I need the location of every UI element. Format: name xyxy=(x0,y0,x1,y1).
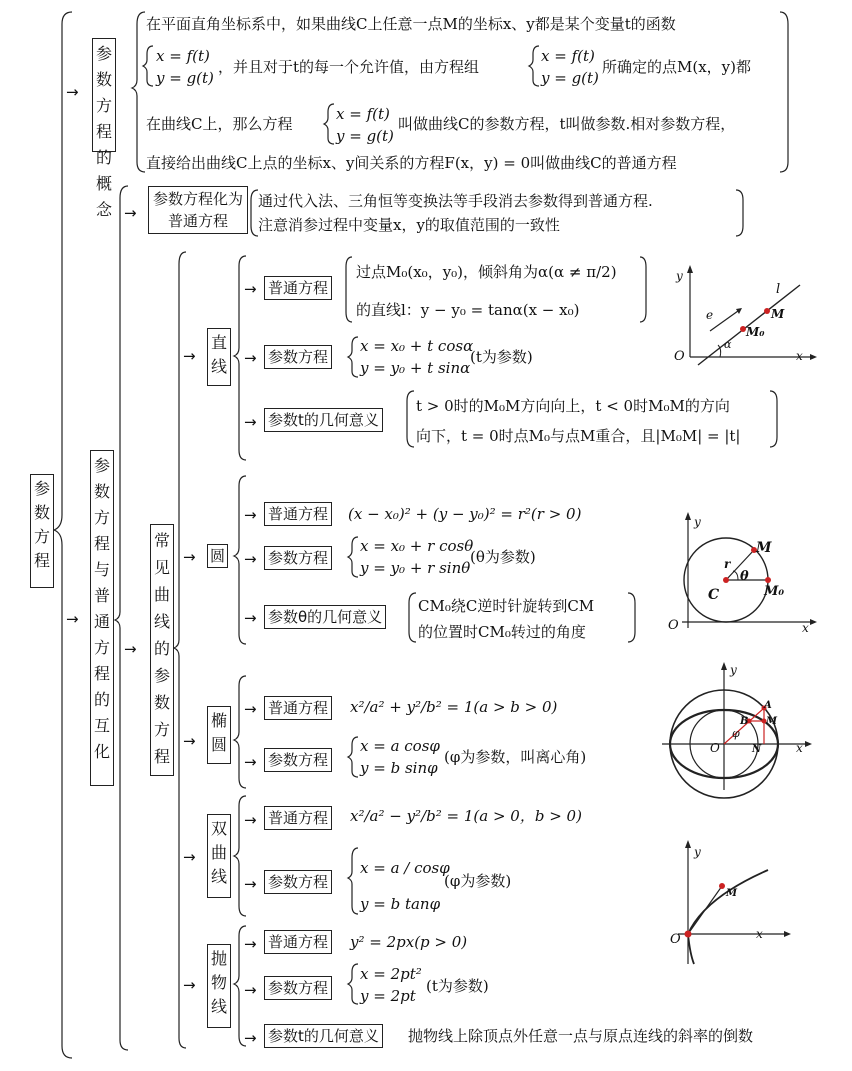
ellipse-param-b: y = b sinφ xyxy=(360,759,438,777)
line-param-note: (t为参数) xyxy=(470,348,533,366)
arrow-hyperbola-param: → xyxy=(244,875,257,893)
arrow-parabola-param: → xyxy=(244,981,257,999)
parabola-normal-eq: y² = 2px(p > 0) xyxy=(350,933,468,951)
arrow-parabola-normal: → xyxy=(244,935,257,953)
arrow-ellipse-param: → xyxy=(244,753,257,771)
concept-sys2-b: y = g(t) xyxy=(541,69,599,87)
circle-fig-y: y xyxy=(694,515,701,529)
concept-line-2b: 所确定的点M(x，y)都 xyxy=(602,58,751,76)
concept-node: 参数方程的概念 xyxy=(92,38,116,152)
line-param-a: x = x₀ + t cosα xyxy=(360,337,474,355)
ellipse-fig-n: N xyxy=(752,744,762,755)
root-node: 参数方程 xyxy=(30,474,54,588)
hyperbola-figure xyxy=(664,836,814,966)
line-fig-o: O xyxy=(674,349,685,364)
parabola-normal-label: 普通方程 xyxy=(264,930,332,954)
circle-fig-x: x xyxy=(802,621,809,635)
interconv-node: 参数方程与普通方程的互化 xyxy=(90,450,114,786)
ellipse-normal-eq: x²/a² + y²/b² = 1(a > b > 0) xyxy=(350,698,558,716)
parabola-meaning-label: 参数t的几何意义 xyxy=(264,1024,383,1048)
ellipse-param-a: x = a cosφ xyxy=(360,737,440,755)
arrow-ellipse: → xyxy=(183,732,196,750)
line-fig-x: x xyxy=(796,349,803,363)
parabola-param-note: (t为参数) xyxy=(426,977,489,995)
line-fig-m: M xyxy=(771,307,785,321)
line-normal-label: 普通方程 xyxy=(264,276,332,300)
circle-param-label: 参数方程 xyxy=(264,546,332,570)
concept-line-1: 在平面直角坐标系中，如果曲线C上任意一点M的坐标x、y都是某个变量t的函数 xyxy=(146,15,676,33)
circle-figure xyxy=(660,500,820,630)
hyperbola-param-b: y = b tanφ xyxy=(360,895,441,913)
circle-meaning-l1: CM₀绕C逆时针旋转到CM xyxy=(418,597,595,615)
concept-sys3-a: x = f(t) xyxy=(336,105,390,123)
circle-param-a: x = x₀ + r cosθ xyxy=(360,537,474,555)
concept-sys1-a: x = f(t) xyxy=(156,47,210,65)
arrow-hyperbola-normal: → xyxy=(244,811,257,829)
ellipse-fig-phi: φ xyxy=(732,727,740,740)
arrow-line-normal: → xyxy=(244,280,257,298)
hyperbola-fig-m: M xyxy=(726,888,738,899)
arrow-line-meaning: → xyxy=(244,413,257,431)
circle-fig-r: r xyxy=(724,557,731,571)
line-fig-e: e xyxy=(706,308,714,322)
ellipse-node: 椭圆 xyxy=(207,706,231,764)
arrow-circle-meaning: → xyxy=(244,609,257,627)
hyperbola-normal-label: 普通方程 xyxy=(264,806,332,830)
circle-param-note: (θ为参数) xyxy=(470,548,536,566)
arrow-parabola-meaning: → xyxy=(244,1029,257,1047)
line-fig-m0: M₀ xyxy=(746,325,765,339)
circle-fig-o: O xyxy=(668,618,679,633)
line-meaning-label: 参数t的几何意义 xyxy=(264,408,383,432)
hyperbola-node: 双曲线 xyxy=(207,814,231,898)
arrow-hyperbola: → xyxy=(183,848,196,866)
circle-meaning-l2: 的位置时CM₀转过的角度 xyxy=(418,623,586,641)
hyperbola-fig-x: x xyxy=(756,927,763,941)
hyperbola-fig-o: O xyxy=(670,932,681,947)
ellipse-fig-y: y xyxy=(730,663,737,677)
parabola-node: 抛物线 xyxy=(207,944,231,1028)
ellipse-fig-a: A xyxy=(764,700,772,711)
ellipse-fig-o: O xyxy=(710,741,720,755)
ellipse-param-note: (φ为参数，叫离心角) xyxy=(444,748,587,766)
circle-fig-m0: M₀ xyxy=(764,584,785,599)
circle-normal-eq: (x − x₀)² + (y − y₀)² = r²(r > 0) xyxy=(348,505,582,523)
line-param-b: y = y₀ + t sinα xyxy=(360,359,471,377)
arrow-line: → xyxy=(183,347,196,365)
circle-normal-label: 普通方程 xyxy=(264,502,332,526)
circle-node: 圆 xyxy=(207,544,228,568)
arrow-circle: → xyxy=(183,548,196,566)
line-meaning-l2: 向下，t = 0时点M₀与点M重合，且|M₀M| = |t| xyxy=(416,427,741,445)
circle-fig-theta: θ xyxy=(740,569,749,584)
parabola-param-a: x = 2pt² xyxy=(360,965,422,983)
hyperbola-param-a: x = a / cosφ xyxy=(360,859,450,877)
parabola-meaning-text: 抛物线上除顶点外任意一点与原点连线的斜率的倒数 xyxy=(408,1027,754,1045)
hyperbola-param-label: 参数方程 xyxy=(264,870,332,894)
arrow-circle-param: → xyxy=(244,550,257,568)
line-node: 直线 xyxy=(207,328,231,386)
line-fig-y: y xyxy=(676,269,683,283)
ellipse-normal-label: 普通方程 xyxy=(264,696,332,720)
ellipse-param-label: 参数方程 xyxy=(264,748,332,772)
hyperbola-normal-eq: x²/a² − y²/b² = 1(a > 0，b > 0) xyxy=(350,807,582,825)
common-node: 常见曲线的参数方程 xyxy=(150,524,174,776)
line-param-label: 参数方程 xyxy=(264,345,332,369)
arrow-concept: → xyxy=(66,83,79,101)
convert-line-2: 注意消参过程中变量x，y的取值范围的一致性 xyxy=(258,216,560,234)
line-fig-alpha: α xyxy=(724,338,732,351)
arrow-line-param: → xyxy=(244,349,257,367)
parabola-param-b: y = 2pt xyxy=(360,987,416,1005)
line-meaning-l1: t > 0时的M₀M方向向上，t < 0时M₀M的方向 xyxy=(416,397,730,415)
arrow-interconv: → xyxy=(66,610,79,628)
parabola-param-label: 参数方程 xyxy=(264,976,332,1000)
arrow-convert: → xyxy=(124,204,137,222)
hyperbola-fig-y: y xyxy=(694,845,701,859)
concept-line-3b: 叫做曲线C的参数方程，t叫做参数.相对参数方程， xyxy=(398,115,736,133)
concept-line-4: 直接给出曲线C上点的坐标x、y间关系的方程F(x，y) = 0叫做曲线C的普通方程 xyxy=(146,154,677,172)
arrow-ellipse-normal: → xyxy=(244,700,257,718)
circle-param-b: y = y₀ + r sinθ xyxy=(360,559,471,577)
convert-node: 参数方程化为普通方程 xyxy=(148,186,248,234)
line-normal-l2: 的直线l：y − y₀ = tanα(x − x₀) xyxy=(356,301,580,319)
circle-fig-c: C xyxy=(708,587,720,603)
line-fig-l: l xyxy=(776,282,781,297)
concept-line-3a: 在曲线C上，那么方程 xyxy=(146,115,293,133)
arrow-circle-normal: → xyxy=(244,506,257,524)
concept-sys2-a: x = f(t) xyxy=(541,47,595,65)
hyperbola-param-note: (φ为参数) xyxy=(444,872,512,890)
ellipse-fig-m: M xyxy=(766,716,778,727)
arrow-common: → xyxy=(124,640,137,658)
circle-meaning-label: 参数θ的几何意义 xyxy=(264,605,386,629)
concept-sys3-b: y = g(t) xyxy=(336,127,394,145)
concept-sys1-b: y = g(t) xyxy=(156,69,214,87)
convert-line-1: 通过代入法、三角恒等变换法等手段消去参数得到普通方程. xyxy=(258,192,653,210)
ellipse-fig-b: B xyxy=(740,716,749,727)
arrow-parabola: → xyxy=(183,976,196,994)
ellipse-fig-x: x xyxy=(796,741,803,755)
concept-line-2: ，并且对于t的每一个允许值，由方程组 xyxy=(218,58,480,76)
circle-fig-m: M xyxy=(756,540,772,556)
line-normal-l1: 过点M₀(x₀，y₀)，倾斜角为α(α ≠ π/2) xyxy=(356,263,617,281)
